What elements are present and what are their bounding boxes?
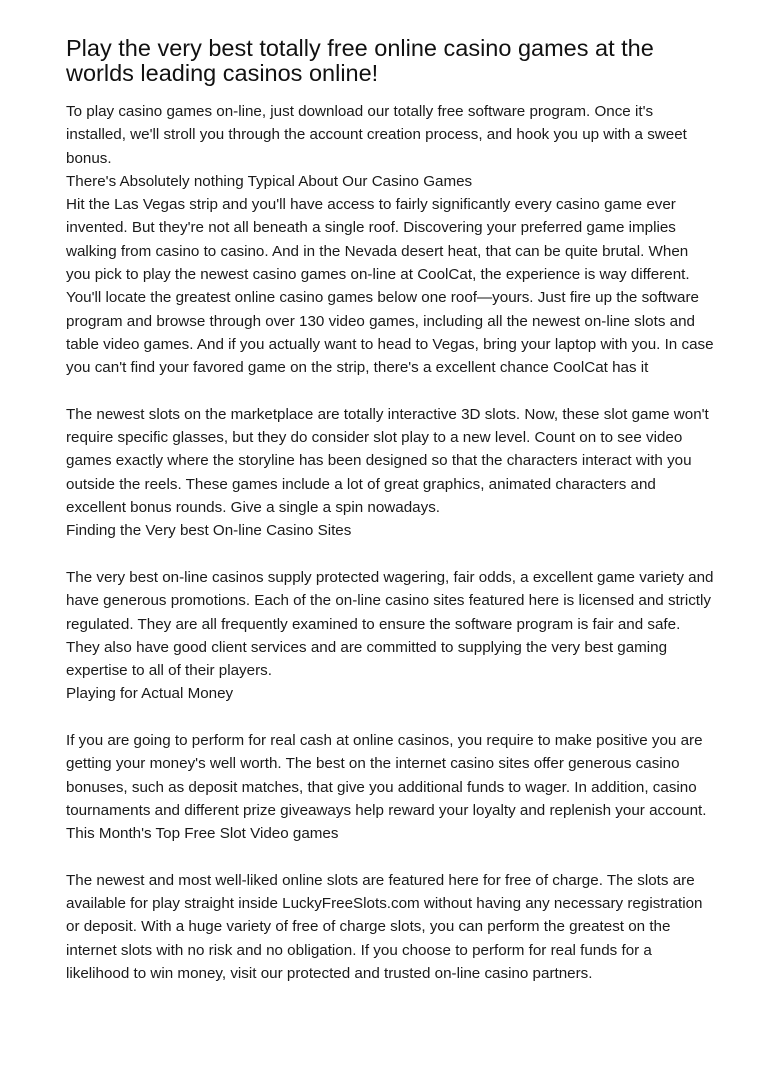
page-title: Play the very best totally free online casino games at the worlds leading casinos online!: [66, 35, 654, 86]
section-heading: Finding the Very best On-line Casino Sites: [66, 522, 352, 540]
paragraph-gap: [66, 846, 716, 869]
paragraph-gap: [66, 380, 716, 403]
section-best-sites: [66, 519, 716, 682]
body-paragraph: To play casino games on-line, just download our totally free software program. Once it's installed, we'll stroll you through the account creation process, and hook you up with a sweet bonus.: [66, 103, 687, 167]
section-casino-games: [66, 170, 716, 519]
section-top-slots: [66, 822, 716, 985]
body-paragraph: If you are going to perform for real cash at online casinos, you require to make positive you are getting your money's well worth. The best on the internet casino sites offer generous casino bonuses, such as deposit matches, that give you additional funds to wager. In addition, casino tournaments and different prize giveaways help reward your loyalty and replenish your account.: [66, 732, 707, 819]
body-paragraph: Hit the Las Vegas strip and you'll have access to fairly significantly every casino game ever invented. But they're not all beneath a single roof. Discovering your preferred game implies walking from casino to casino. And in the Nevada desert heat, that can be quite brutal. When you pick to play the newest casino games on-line at CoolCat, the experience is way different. You'll locate the greatest online casino games below one roof—yours. Just fire up the software program and browse through over 130 video games, including all the newest on-line slots and table video games. And if you actually want to head to Vegas, bring your laptop with you. In case you can't find your favored game on the strip, there's a excellent chance CoolCat has it: [66, 196, 714, 377]
section-heading: Playing for Actual Money: [66, 685, 234, 703]
paragraph-gap: [66, 543, 716, 566]
paragraph-gap: [66, 706, 716, 729]
section-actual-money: [66, 682, 716, 822]
section-heading: This Month's Top Free Slot Video games: [66, 825, 339, 843]
body-paragraph: The newest slots on the marketplace are totally interactive 3D slots. Now, these slot game won't require specific glasses, but they do consider slot play to a new level. Count on to see video games exactly where the storyline has been designed so that the characters interact with you outside the reels. These games include a lot of great graphics, animated characters and excellent bonus rounds. Give a single a spin nowadays.: [66, 405, 709, 517]
section-heading: There's Absolutely nothing Typical About Our Casino Games: [66, 172, 473, 190]
intro-section: [66, 100, 716, 170]
document-page: [66, 36, 716, 985]
body-paragraph: The very best on-line casinos supply protected wagering, fair odds, a excellent game variety and have generous promotions. Each of the on-line casino sites featured here is licensed and strictly regulated. They are all frequently examined to ensure the software program is fair and safe. They also have good client services and are committed to supplying the very best gaming expertise to all of their players.: [66, 568, 714, 680]
body-paragraph: The newest and most well-liked online slots are featured here for free of charge. The slots are available for play straight inside LuckyFreeSlots.com without having any necessary registration or deposit. With a huge variety of free of charge slots, you can perform the greatest on the internet slots with no risk and no obligation. If you choose to perform for real funds for a likelihood to win money, visit our protected and trusted on-line casino partners.: [66, 871, 703, 982]
